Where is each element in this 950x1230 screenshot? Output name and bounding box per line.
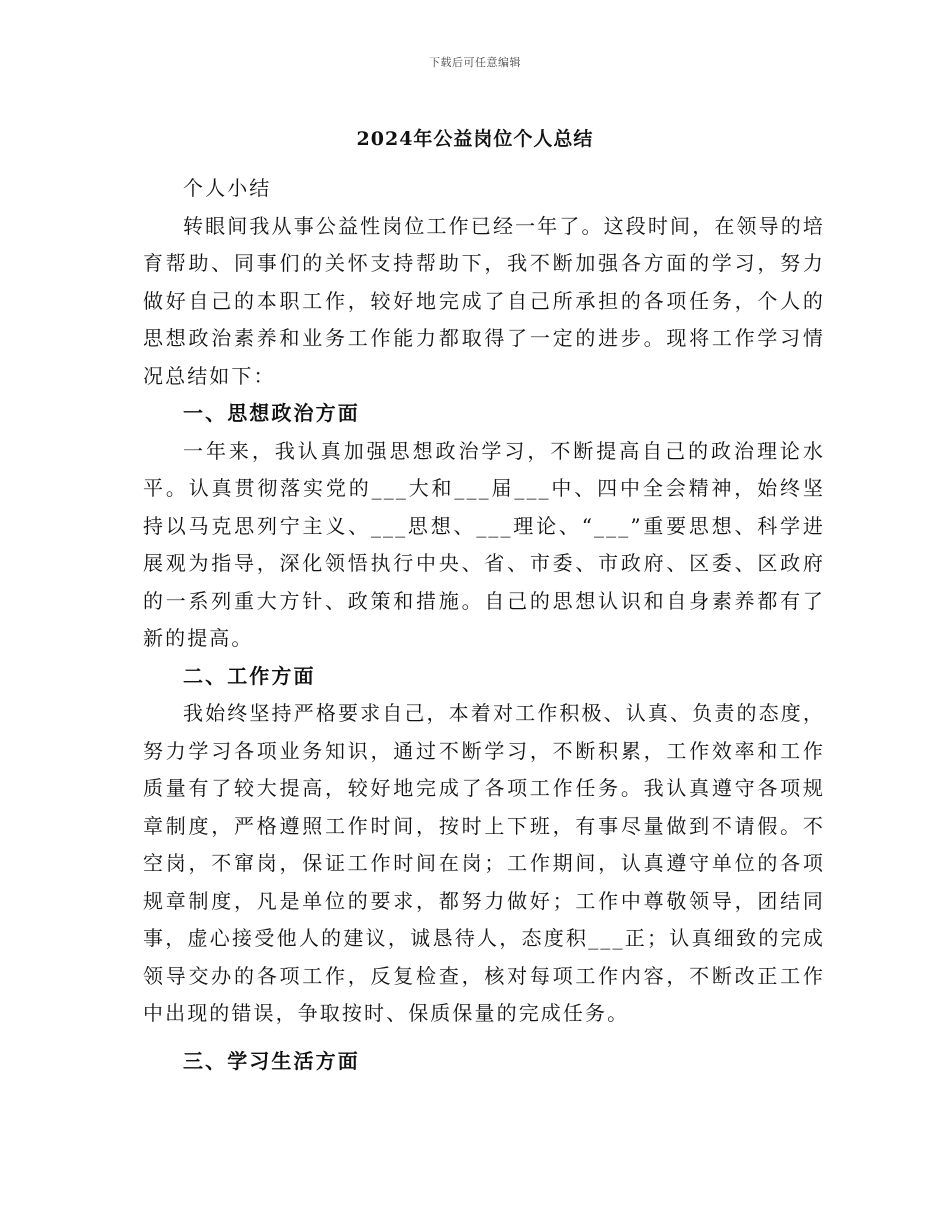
section-heading-politics: 一、思想政治方面: [183, 401, 360, 425]
section-text-politics: 一年来，我认真加强思想政治学习，不断提高自己的政治理论水平。认真贯彻落实党的___大和___届___中、四中全会精神，始终坚持以马克思列宁主义、___思想、___理论、“___”重要思想、科学进展观为指导，深化领悟执行中央、省、市委、市政府、区委、区政府的一系列重大方针、政策和措施。自己的思想认识和自身素养都有了新的提高。: [143, 438, 825, 650]
section-heading-study: 三、学习生活方面: [183, 1048, 360, 1073]
document-body: [143, 170, 825, 1080]
section-heading-work: 二、工作方面: [183, 663, 316, 688]
intro-paragraph: 转眼间我从事公益性岗位工作已经一年了。这段时间，在领导的培育帮助、同事们的关怀支持帮助下，我不断加强各方面的学习，努力做好自己的本职工作，较好地完成了自己所承担的各项任务，个人的思想政治素养和业务工作能力都取得了一定的进步。现将工作学习情况总结如下：: [143, 213, 825, 388]
section-text-work: 我始终坚持严格要求自己，本着对工作积极、认真、负责的态度，努力学习各项业务知识，通过不断学习，不断积累，工作效率和工作质量有了较大提高，较好地完成了各项工作任务。我认真遵守各项规章制度，严格遵照工作时间，按时上下班，有事尽量做到不请假。不空岗，不窜岗，保证工作时间在岗；工作期间，认真遵守单位的各项规章制度，凡是单位的要求，都努力做好；工作中尊敬领导，团结同事，虚心接受他人的建议，诚恳待人，态度积___正；认真细致的完成领导交办的各项工作，反复检查，核对每项工作内容，不断改正工作中出现的错误，争取按时、保质保量的完成任务。: [143, 701, 825, 1025]
document-title: 2024年公益岗位个人总结: [356, 128, 594, 150]
header-note: 下载后可任意编辑: [429, 56, 521, 69]
subtitle: 个人小结: [183, 176, 272, 200]
